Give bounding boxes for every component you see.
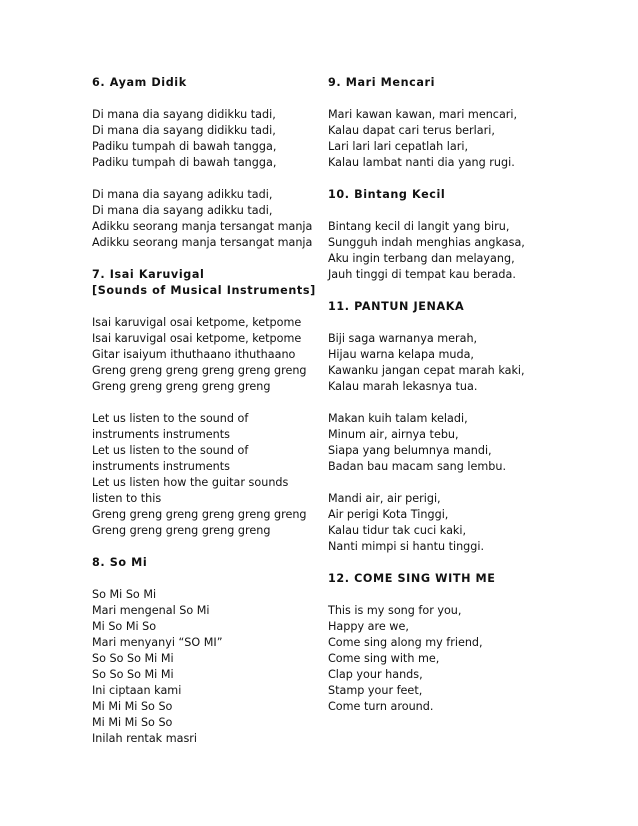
- stanza: [328, 331, 558, 395]
- lyric-line: Kalau lambat nanti dia yang rugi.: [328, 156, 515, 169]
- lyric-line: Greng greng greng greng greng greng: [92, 508, 307, 521]
- lyric-line: Inilah rentak masri: [92, 732, 198, 745]
- lyric-line: Let us listen how the guitar sounds: [92, 476, 289, 489]
- stanza: [328, 411, 558, 475]
- lyric-line: Mi Mi Mi So So: [92, 700, 173, 713]
- lyric-line: Mi Mi Mi So So: [92, 716, 173, 729]
- lyric-line: Ini ciptaan kami: [92, 684, 182, 697]
- stanza: [92, 411, 317, 539]
- song-title: 9. Mari Mencari: [328, 76, 436, 89]
- lyric-line: This is my song for you,: [328, 604, 462, 617]
- lyric-line: Makan kuih talam keladi,: [328, 412, 468, 425]
- song-title: 7. Isai Karuvigal: [92, 268, 205, 281]
- lyric-line: Mandi air, air perigi,: [328, 492, 441, 505]
- lyric-line: Lari lari lari cepatlah lari,: [328, 140, 469, 153]
- lyric-line: So So So Mi Mi: [92, 652, 174, 665]
- lyric-line: instruments instruments: [92, 460, 230, 473]
- lyric-line: Greng greng greng greng greng: [92, 524, 271, 537]
- lyric-line: So Mi So Mi: [92, 588, 157, 601]
- lyric-line: Let us listen to the sound of: [92, 412, 249, 425]
- song-title: 8. So Mi: [92, 556, 148, 569]
- lyric-line: Minum air, airnya tebu,: [328, 428, 459, 441]
- lyric-line: Isai karuvigal osai ketpome, ketpome: [92, 316, 302, 329]
- lyric-line: Padiku tumpah di bawah tangga,: [92, 140, 277, 153]
- lyric-line: Clap your hands,: [328, 668, 423, 681]
- stanza: [328, 603, 558, 715]
- stanza: [328, 219, 558, 283]
- lyric-line: Kalau marah lekasnya tua.: [328, 380, 478, 393]
- stanza: [92, 107, 317, 171]
- stanza: [92, 587, 317, 747]
- song-subtitle: [Sounds of Musical Instruments]: [92, 284, 316, 297]
- lyric-line: Mari kawan kawan, mari mencari,: [328, 108, 518, 121]
- stanza: [92, 187, 317, 251]
- lyric-line: Biji saga warnanya merah,: [328, 332, 478, 345]
- lyric-line: Adikku seorang manja tersangat manja: [92, 236, 313, 249]
- lyric-line: Hijau warna kelapa muda,: [328, 348, 474, 361]
- lyric-line: Kawanku jangan cepat marah kaki,: [328, 364, 525, 377]
- lyric-line: Di mana dia sayang adikku tadi,: [92, 188, 273, 201]
- lyric-line: Stamp your feet,: [328, 684, 423, 697]
- lyric-line: Di mana dia sayang didikku tadi,: [92, 124, 276, 137]
- lyric-line: Aku ingin terbang dan melayang,: [328, 252, 515, 265]
- stanza: [92, 315, 317, 395]
- lyric-line: Di mana dia sayang didikku tadi,: [92, 108, 276, 121]
- lyric-line: Adikku seorang manja tersangat manja: [92, 220, 313, 233]
- lyric-line: Di mana dia sayang adikku tadi,: [92, 204, 273, 217]
- lyric-line: Badan bau macam sang lembu.: [328, 460, 507, 473]
- stanza: [328, 107, 558, 171]
- lyric-line: Greng greng greng greng greng greng: [92, 364, 307, 377]
- lyric-line: Gitar isaiyum ithuthaano ithuthaano: [92, 348, 296, 361]
- lyric-line: Mi So Mi So: [92, 620, 157, 633]
- lyric-line: Mari menyanyi “SO MI”: [92, 636, 223, 649]
- lyric-line: Sungguh indah menghias angkasa,: [328, 236, 525, 249]
- lyric-line: instruments instruments: [92, 428, 230, 441]
- song-title: 11. PANTUN JENAKA: [328, 300, 465, 313]
- song-title: 6. Ayam Didik: [92, 76, 187, 89]
- lyric-line: Come sing with me,: [328, 652, 440, 665]
- lyric-line: Siapa yang belumnya mandi,: [328, 444, 492, 457]
- lyric-line: Padiku tumpah di bawah tangga,: [92, 156, 277, 169]
- lyric-line: So So So Mi Mi: [92, 668, 174, 681]
- left-column: [92, 75, 317, 747]
- lyric-line: Air perigi Kota Tinggi,: [328, 508, 449, 521]
- song-title: 10. Bintang Kecil: [328, 188, 446, 201]
- lyric-line: Come turn around.: [328, 700, 434, 713]
- lyric-line: Mari mengenal So Mi: [92, 604, 210, 617]
- lyric-line: Kalau dapat cari terus berlari,: [328, 124, 495, 137]
- lyric-line: Bintang kecil di langit yang biru,: [328, 220, 510, 233]
- stanza: [328, 491, 558, 555]
- lyric-line: Nanti mimpi si hantu tinggi.: [328, 540, 485, 553]
- lyric-line: Happy are we,: [328, 620, 409, 633]
- lyric-line: Greng greng greng greng greng: [92, 380, 271, 393]
- lyric-line: listen to this: [92, 492, 162, 505]
- lyric-line: Jauh tinggi di tempat kau berada.: [328, 268, 516, 281]
- lyric-line: Come sing along my friend,: [328, 636, 483, 649]
- right-column: [328, 75, 558, 715]
- lyric-line: Kalau tidur tak cuci kaki,: [328, 524, 467, 537]
- song-title: 12. COME SING WITH ME: [328, 572, 496, 585]
- lyric-line: Let us listen to the sound of: [92, 444, 249, 457]
- lyric-line: Isai karuvigal osai ketpome, ketpome: [92, 332, 302, 345]
